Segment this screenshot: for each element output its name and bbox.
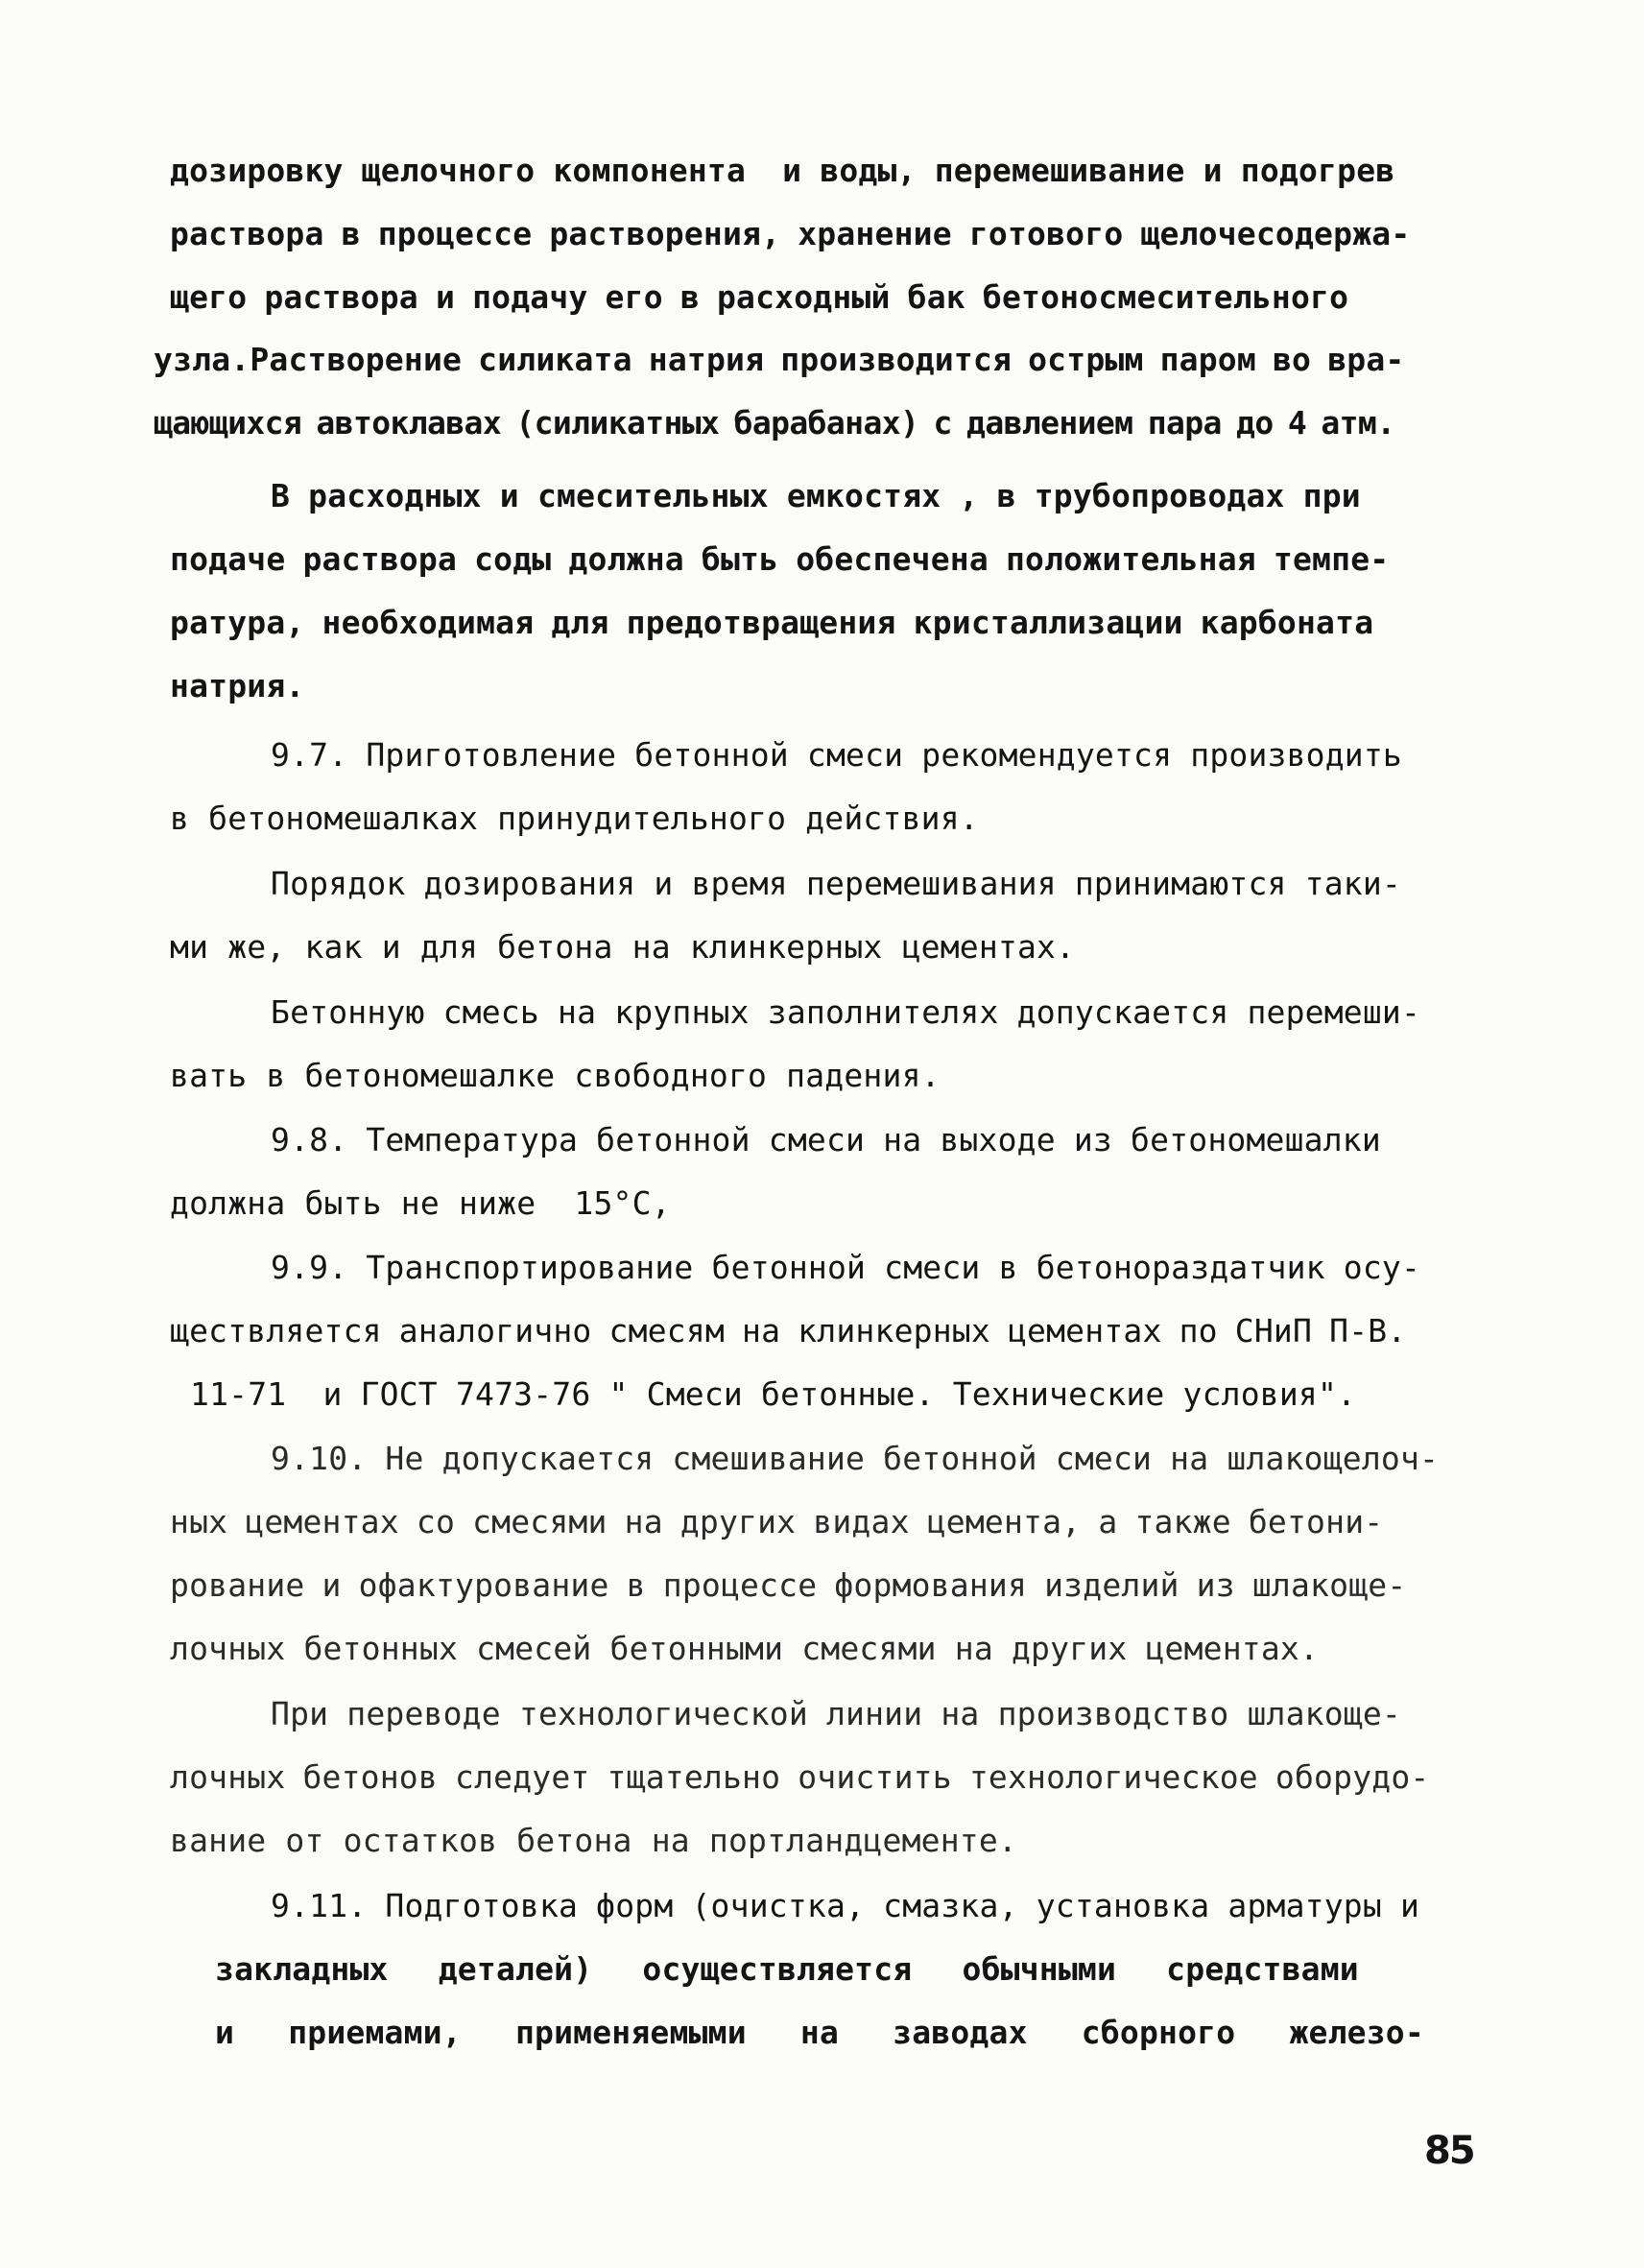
text-line: При переводе технологической линии на производство шлакоще- — [271, 1695, 1401, 1732]
text-line: ществляется аналогично смесям на клинкерных цементах по СНиП П-В. — [170, 1312, 1407, 1349]
text-line: Порядок дозирования и время перемешивания принимаются таки- — [271, 865, 1401, 902]
text-line: закладных деталей) осуществляется обычными средствами — [215, 1950, 1359, 1988]
text-line: и приемами, применяемыми на заводах сборного железо- — [215, 2014, 1424, 2051]
text-line: рование и офактурование в процессе формования изделий из шлакоще- — [170, 1566, 1407, 1604]
text-line: 9.11. Подготовка форм (очистка, смазка, установка арматуры и — [271, 1887, 1420, 1924]
text-line: раствора в процессе растворения, хранение готового щелочесодержа- — [170, 215, 1411, 252]
text-line: 11-71 и ГОСТ 7473-76 " Смеси бетонные. Технические условия". — [190, 1375, 1357, 1413]
page-number: 85 — [1424, 2129, 1474, 2173]
text-line: вать в бетономешалке свободного падения. — [170, 1057, 941, 1094]
text-line: ных цементах со смесями на других видах цемента, а также бетони- — [170, 1503, 1384, 1540]
text-line: щего раствора и подачу его в расходный бак бетоносмесительного — [170, 278, 1349, 316]
text-line: В расходных и смесительных емкостях , в трубопроводах при — [271, 477, 1361, 514]
text-line: узла.Растворение силиката натрия производится острым паром во вра- — [154, 341, 1405, 378]
text-line: 9.10. Не допускается смешивание бетонной смеси на шлакощелоч- — [271, 1440, 1440, 1477]
text-line: 9.7. Приготовление бетонной смеси рекомендуется производить — [271, 736, 1402, 774]
text-line: 9.9. Транспортирование бетонной смеси в бетонораздатчик осу- — [271, 1249, 1421, 1286]
text-line: лочных бетонов следует тщательно очистить технологическое оборудо- — [170, 1758, 1430, 1796]
text-line: ратура, необходимая для предотвращения кристаллизации карбоната — [170, 604, 1374, 641]
text-line: подаче раствора соды должна быть обеспечена положительная темпе- — [170, 540, 1390, 578]
text-line: дозировку щелочного компонента и воды, перемешивание и подогрев — [170, 152, 1395, 189]
text-line: в бетономешалках принудительного действия. — [170, 800, 979, 837]
text-line: ми же, как и для бетона на клинкерных цементах. — [170, 928, 1076, 966]
text-line: натрия. — [170, 667, 305, 704]
text-line: лочных бетонных смесей бетонными смесями на других цементах. — [170, 1630, 1320, 1667]
text-line: Бетонную смесь на крупных заполнителях допускается перемеши- — [271, 993, 1421, 1031]
text-line: должна быть не ниже 15°С, — [170, 1184, 671, 1222]
text-line: вание от остатков бетона на портландцементе. — [170, 1822, 1017, 1859]
text-line: щающихся автоклавах (силикатных барабанах) с давлением пара до 4 атм. — [154, 404, 1395, 442]
text-line: 9.8. Температура бетонной смеси на выходе из бетономешалки — [271, 1121, 1381, 1158]
